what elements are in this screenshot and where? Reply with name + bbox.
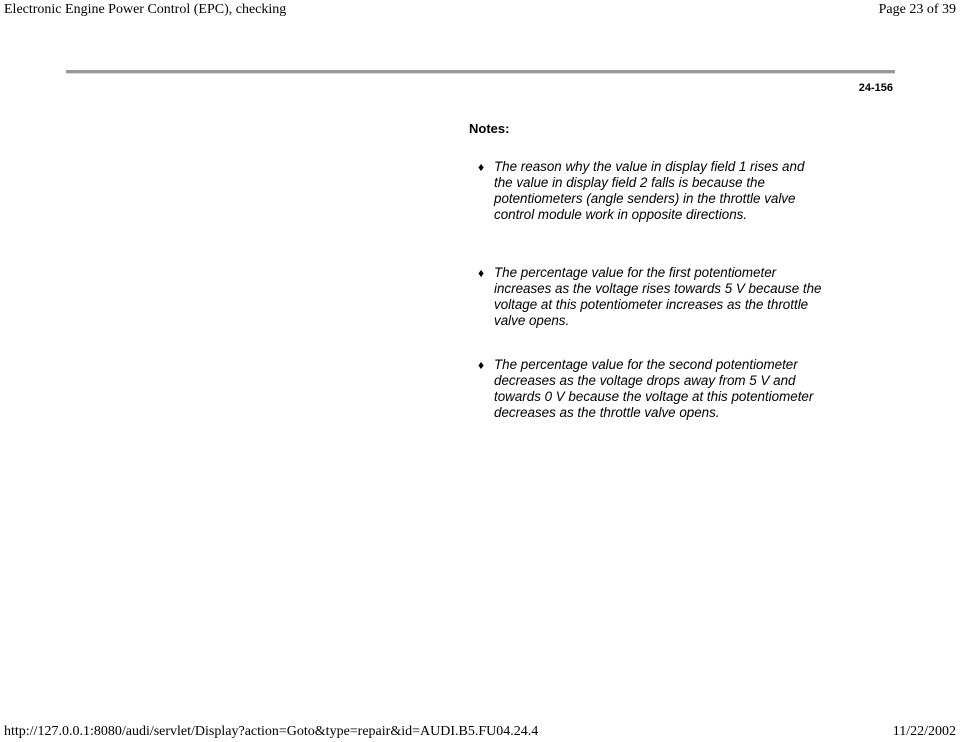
note-text: The percentage value for the first potentiometer increases as the voltage rises towards 5 V because the voltage at this potentiometer increases as the throttle valve opens. [494,265,822,328]
print-header-page-number: Page 23 of 39 [878,2,956,17]
header-rule [66,70,895,74]
print-footer-date: 11/22/2002 [892,724,956,739]
note-text: The percentage value for the second potentiometer decreases as the voltage drops away from 5 V and towards 0 V because the voltage at this potentiometer decreases as the throttle valve opens. [494,357,814,420]
document-number: 24-156 [858,82,893,94]
note-item [478,357,823,421]
diamond-bullet-icon: ♦ [478,358,485,372]
note-item [478,265,823,329]
diamond-bullet-icon: ♦ [478,160,485,174]
note-text: The reason why the value in display field 1 rises and the value in display field 2 falls is because the potentiometers (angle senders) in the throttle valve control module work in opposite directions. [494,159,805,222]
note-item [478,159,823,223]
diamond-bullet-icon: ♦ [478,266,485,280]
print-footer-url: http://127.0.0.1:8080/audi/servlet/Display?action=Goto&type=repair&id=AUDI.B5.FU04.24.4 [4,724,539,739]
print-header-title: Electronic Engine Power Control (EPC), checking [4,2,287,17]
notes-heading: Notes: [469,121,510,136]
